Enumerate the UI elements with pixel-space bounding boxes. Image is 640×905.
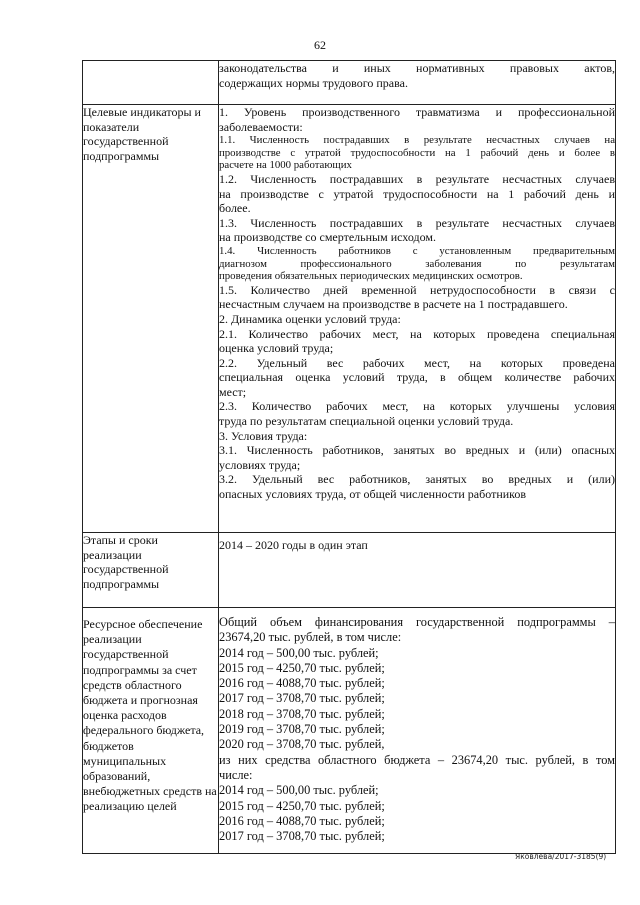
content-line: на производстве с утратой трудоспособности на 1 рабочий день и — [219, 186, 615, 201]
content-line: содержащих нормы трудового права. — [219, 75, 408, 90]
table-row — [83, 608, 616, 854]
content-line: 23674,20 тыс. рублей, в том числе: — [219, 630, 402, 645]
table-row — [83, 105, 616, 533]
content-line: 3.1. Численность работников, занятых во вредных и (или) опасных — [219, 443, 615, 458]
row-content — [219, 105, 616, 533]
content-line: оценка условий труда; — [219, 341, 334, 356]
content-line: 3. Условия труда: — [219, 428, 308, 443]
content-line: заболеваемости: — [219, 119, 303, 134]
content-line: из них средства областного бюджета – 23674,20 тыс. рублей, в том — [219, 752, 615, 767]
row-label: Ресурсное обеспечение реализации государственной подпрограммы за счет средств областного бюджета и прогнозная оценка расходов федерального бюджета, бюджетов муниципальных образований, внебюджетных средств на реализацию целей — [83, 608, 219, 854]
row-content — [219, 61, 616, 105]
row-label — [83, 61, 219, 105]
content-line: 1.3. Численность пострадавших в результате несчастных случаев — [219, 215, 615, 230]
content-line: 2020 год – 3708,70 тыс. рублей, — [219, 737, 385, 752]
content-line: 2016 год – 4088,70 тыс. рублей; — [219, 676, 385, 691]
row-content — [219, 533, 616, 608]
content-line: 2015 год – 4250,70 тыс. рублей; — [219, 798, 385, 813]
content-line: Общий объем финансирования государственной подпрограммы – — [219, 615, 615, 629]
row-content — [219, 608, 616, 854]
content-line: законодательства и иных нормативных правовых актов, — [219, 61, 615, 75]
content-line: 2.2. Удельный вес рабочих мест, на которых проведена — [219, 355, 615, 370]
content-line: 2018 год – 3708,70 тыс. рублей; — [219, 706, 385, 721]
content-line: 1. Уровень производственного травматизма и профессиональной — [219, 105, 615, 119]
content-line: 1.5. Количество дней временной нетрудоспособности в связи с — [219, 282, 615, 297]
content-line: диагнозом профессионального заболевания по результатам — [219, 257, 615, 270]
passport-table — [82, 60, 616, 854]
content-line: опасных условиях труда, от общей численности работников — [219, 487, 527, 502]
content-line: числе: — [219, 767, 253, 782]
content-line: 2016 год – 4088,70 тыс. рублей; — [219, 813, 385, 828]
content-line: условиях труда; — [219, 457, 301, 472]
content-line: более. — [219, 201, 251, 216]
content-line: 2015 год – 4250,70 тыс. рублей; — [219, 660, 385, 675]
table-row — [83, 61, 616, 105]
content-line: 2.3. Количество рабочих мест, на которых улучшены условия — [219, 399, 615, 414]
content-line: 2017 год – 3708,70 тыс. рублей; — [219, 829, 385, 844]
content-line: специальная оценка условий труда, в общем количестве рабочих — [219, 370, 615, 385]
table-row — [83, 533, 616, 608]
content-line: 2014 – 2020 годы в один этап — [219, 538, 368, 552]
content-line: 1.4. Численность работников с установленным предварительным — [219, 244, 615, 257]
content-line: 2014 год – 500,00 тыс. рублей; — [219, 645, 379, 660]
content-line: несчастным случаем на производстве в расчете на 1 пострадавшего. — [219, 297, 568, 312]
page-number: 62 — [314, 38, 326, 52]
content-line: 2019 год – 3708,70 тыс. рублей; — [219, 722, 385, 737]
row-label: Этапы и сроки реализации государственной подпрограммы — [83, 533, 219, 608]
row-label: Целевые индикаторы и показатели государственной подпрограммы — [83, 105, 219, 533]
content-line: 1.1. Численность пострадавших в результате несчастных случаев на — [219, 134, 615, 147]
content-line: мест; — [219, 384, 247, 399]
content-line: 1.2. Численность пострадавших в результате несчастных случаев — [219, 171, 615, 186]
content-line: 2017 год – 3708,70 тыс. рублей; — [219, 691, 385, 706]
content-line: расчете на 1000 работающих — [219, 159, 352, 172]
content-line: 3.2. Удельный вес работников, занятых во вредных и (или) — [219, 472, 615, 487]
content-line: труда по результатам специальной оценки условий труда. — [219, 414, 514, 429]
content-line: 2014 год – 500,00 тыс. рублей; — [219, 783, 379, 798]
content-line: производстве с утратой трудоспособности на 1 рабочий день и более в — [219, 146, 615, 159]
document-footer-code: Яковлева/2017-3185(9) — [515, 852, 607, 861]
content-line: проведения обязательных периодических медицинских осмотров. — [219, 270, 523, 283]
content-line: на производстве со смертельным исходом. — [219, 230, 436, 245]
content-line: 2.1. Количество рабочих мест, на которых проведена специальная — [219, 326, 615, 341]
content-line: 2. Динамика оценки условий труда: — [219, 311, 401, 326]
